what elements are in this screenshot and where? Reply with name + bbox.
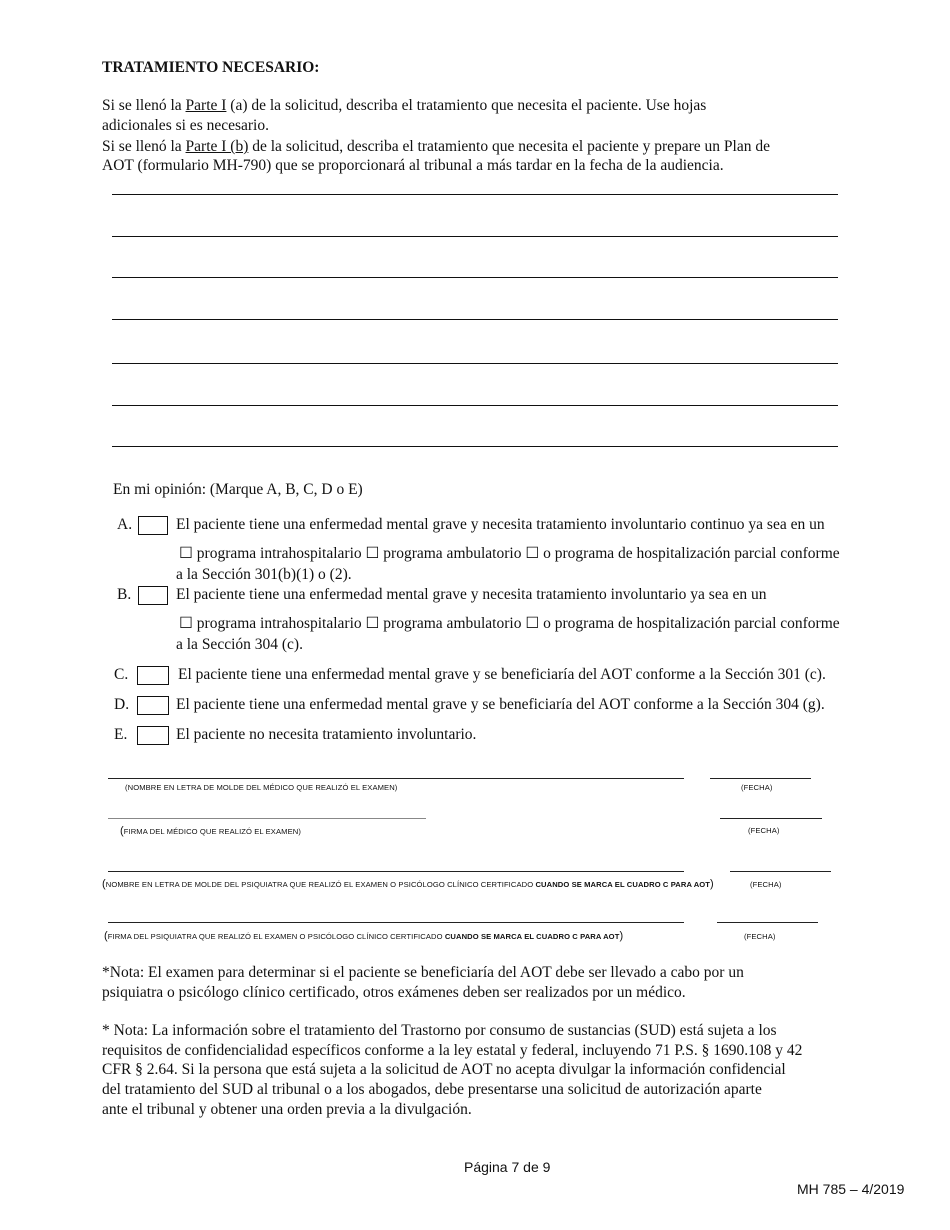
option-b-programs: [179, 614, 840, 634]
psychiatrist-signature-condition: CUANDO SE MARCA EL CUADRO C PARA AOT: [444, 932, 620, 941]
option-a-checkbox[interactable]: [138, 516, 168, 535]
physician-signature-date-line[interactable]: [720, 818, 822, 819]
treatment-writing-line[interactable]: [112, 405, 838, 406]
option-a-letter: A.: [117, 516, 133, 533]
inpatient-checkbox-icon[interactable]: ☐: [179, 615, 193, 632]
option-c-checkbox[interactable]: [137, 666, 169, 685]
note-1-line-2: psiquiatra o psicólogo clínico certificado, otros exámenes deben ser realizados por un médico.: [102, 984, 686, 1001]
psychiatrist-name-date-label: (FECHA): [750, 880, 782, 889]
form-identifier: MH 785 – 4/2019: [797, 1181, 905, 1197]
option-e-letter: E.: [114, 726, 128, 743]
psychiatrist-signature-label: [104, 930, 623, 942]
treatment-writing-line[interactable]: [112, 319, 838, 320]
option-c-letter: C.: [114, 666, 129, 683]
page-number: Página 7 de 9: [464, 1159, 551, 1175]
intro-line-3-pre: Si se llenó la: [102, 138, 186, 155]
option-b-checkbox[interactable]: [138, 586, 168, 605]
intro-line-3-post: de la solicitud, describa el tratamiento que necesita el paciente y prepare un Plan de: [248, 138, 770, 155]
treatment-writing-line[interactable]: [112, 236, 838, 237]
option-a-continuation: a la Sección 301(b)(1) o (2).: [176, 566, 352, 583]
option-a-text: El paciente tiene una enfermedad mental grave y necesita tratamiento involuntario continuo ya sea en un: [176, 516, 825, 533]
psychiatrist-signature-date-line[interactable]: [717, 922, 818, 923]
inpatient-label: programa intrahospitalario: [196, 545, 362, 562]
option-b-continuation: a la Sección 304 (c).: [176, 636, 303, 653]
note-2-line-4: del tratamiento del SUD al tribunal o a los abogados, debe presentarse una solicitud de autorización aparte: [102, 1081, 762, 1098]
physician-name-date-line[interactable]: [710, 778, 811, 779]
intro-line-2: adicionales si es necesario.: [102, 117, 269, 134]
part-i-b-reference: Parte I (b): [185, 138, 249, 155]
intro-line-3: [102, 137, 770, 157]
partial-hospitalization-checkbox-icon[interactable]: ☐: [525, 545, 540, 562]
psychiatrist-signature-caption: FIRMA DEL PSIQUIATRA QUE REALIZÓ EL EXAMEN O PSICÓLOGO CLÍNICO CERTIFICADO: [107, 932, 445, 941]
note-2-line-3: CFR § 2.64. Si la persona que está sujeta a la solicitud de AOT no acepta divulgar la información confidencial: [102, 1061, 786, 1078]
psychiatrist-signature-close-paren: ): [619, 930, 624, 942]
opinion-prompt: En mi opinión: (Marque A, B, C, D o E): [113, 481, 363, 498]
treatment-writing-line[interactable]: [112, 446, 838, 447]
outpatient-label: programa ambulatorio: [383, 545, 522, 562]
psychiatrist-name-date-line[interactable]: [730, 871, 831, 872]
intro-line-1-pre: Si se llenó la: [102, 97, 186, 114]
option-b-letter: B.: [117, 586, 132, 603]
psychiatrist-signature-date-label: (FECHA): [744, 932, 776, 941]
physician-signature-label: [120, 825, 301, 837]
physician-name-line[interactable]: [108, 778, 684, 779]
option-b-text: El paciente tiene una enfermedad mental grave y necesita tratamiento involuntario ya sea en un: [176, 586, 767, 603]
physician-signature-caption: FIRMA DEL MÉDICO QUE REALIZÓ EL EXAMEN): [123, 827, 301, 836]
part-i-reference: Parte I: [185, 97, 227, 114]
option-e-checkbox[interactable]: [137, 726, 169, 745]
note-2-line-1: * Nota: La información sobre el tratamiento del Trastorno por consumo de sustancias (SUD) está sujeta a los: [102, 1022, 777, 1039]
psychiatrist-name-condition: CUANDO SE MARCA EL CUADRO C PARA AOT: [535, 880, 711, 889]
option-d-letter: D.: [114, 696, 130, 713]
physician-name-label: (NOMBRE EN LETRA DE MOLDE DEL MÉDICO QUE REALIZÓ EL EXAMEN): [125, 783, 398, 792]
partial-hospitalization-label: o programa de hospitalización parcial conforme: [543, 615, 840, 632]
inpatient-label: programa intrahospitalario: [196, 615, 362, 632]
psychiatrist-name-label: [102, 878, 714, 890]
psychiatrist-signature-open-paren: (: [104, 930, 108, 942]
outpatient-label: programa ambulatorio: [383, 615, 522, 632]
treatment-writing-line[interactable]: [112, 363, 838, 364]
option-d-text: El paciente tiene una enfermedad mental grave y se beneficiaría del AOT conforme a la Sección 304 (g).: [176, 696, 825, 713]
note-2-line-2: requisitos de confidencialidad específicos conforme a la ley estatal y federal, incluyendo 71 P.S. § 1690.108 y 42: [102, 1042, 803, 1059]
treatment-writing-line[interactable]: [112, 277, 838, 278]
psychiatrist-name-line[interactable]: [108, 871, 684, 872]
treatment-writing-line[interactable]: [112, 194, 838, 195]
inpatient-checkbox-icon[interactable]: ☐: [179, 545, 193, 562]
option-d-checkbox[interactable]: [137, 696, 169, 715]
partial-hospitalization-label: o programa de hospitalización parcial conforme: [543, 545, 840, 562]
physician-signature-line[interactable]: [108, 818, 426, 819]
option-e-text: El paciente no necesita tratamiento involuntario.: [176, 726, 477, 743]
outpatient-checkbox-icon[interactable]: ☐: [365, 545, 380, 562]
note-2-line-5: ante el tribunal y obtener una orden previa a la divulgación.: [102, 1101, 472, 1118]
intro-line-4: AOT (formulario MH-790) que se proporcionará al tribunal a más tardar en la fecha de la audiencia.: [102, 157, 724, 174]
psychiatrist-name-caption: NOMBRE EN LETRA DE MOLDE DEL PSIQUIATRA QUE REALIZÓ EL EXAMEN O PSICÓLOGO CLÍNICO CERTIFICADO: [105, 880, 536, 889]
partial-hospitalization-checkbox-icon[interactable]: ☐: [525, 615, 540, 632]
intro-line-1: [102, 96, 706, 116]
outpatient-checkbox-icon[interactable]: ☐: [365, 615, 380, 632]
option-c-text: El paciente tiene una enfermedad mental grave y se beneficiaría del AOT conforme a la Sección 301 (c).: [178, 666, 826, 683]
note-1-line-1: *Nota: El examen para determinar si el paciente se beneficiaría del AOT debe ser llevado a cabo por un: [102, 964, 744, 981]
option-a-programs: [179, 544, 840, 564]
physician-name-date-label: (FECHA): [741, 783, 773, 792]
psychiatrist-name-close-paren: ): [710, 878, 714, 890]
psychiatrist-name-open-paren: (: [102, 878, 106, 890]
physician-signature-date-label: (FECHA): [748, 826, 780, 835]
physician-signature-open-paren: (: [120, 825, 124, 837]
psychiatrist-signature-line[interactable]: [108, 922, 684, 923]
section-heading: TRATAMIENTO NECESARIO:: [102, 59, 320, 76]
intro-line-1-post: (a) de la solicitud, describa el tratamiento que necesita el paciente. Use hojas: [226, 97, 707, 114]
